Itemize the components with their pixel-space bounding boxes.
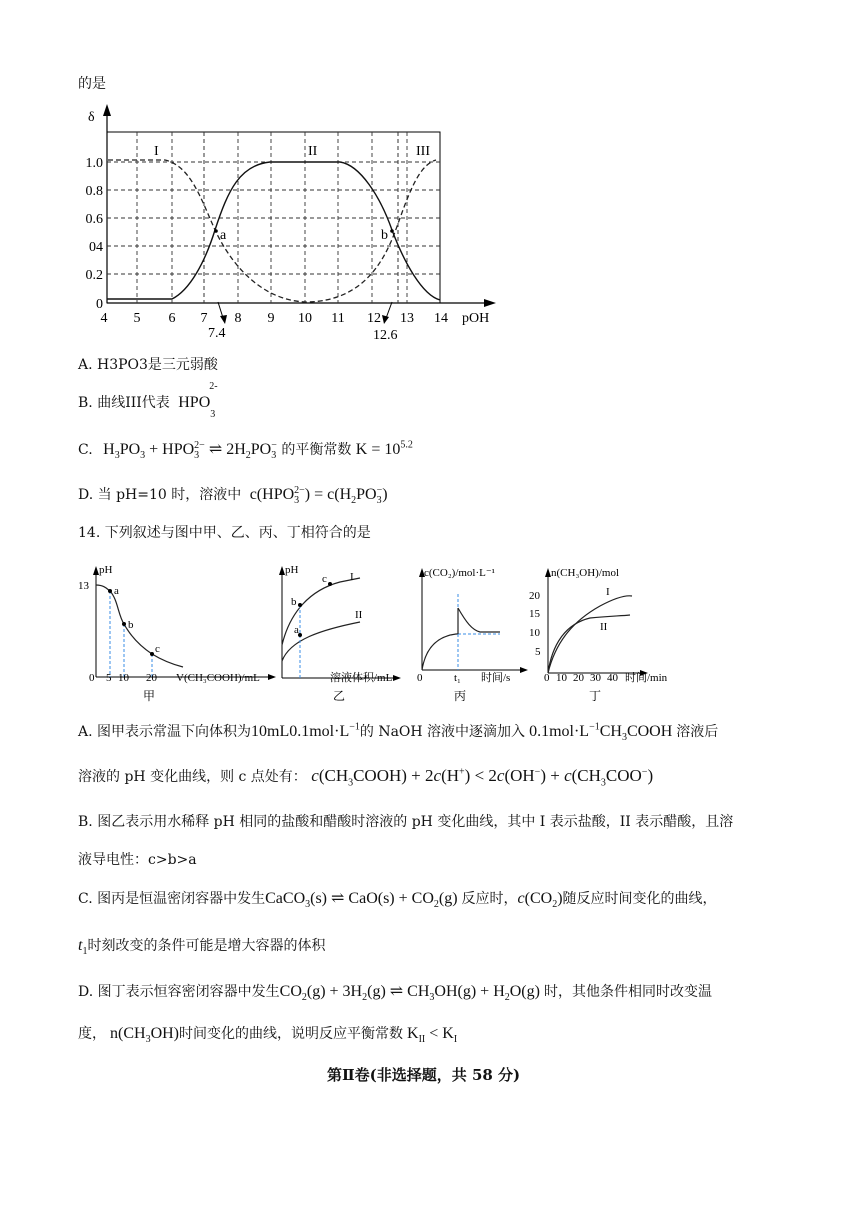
option-text: C. xyxy=(78,442,93,458)
ding-x20: 20 xyxy=(573,672,584,684)
bing-xlabel: 时间/s xyxy=(481,672,511,684)
q14-figures xyxy=(60,556,680,706)
option-text: 时间变化的曲线，说明反应平衡常数 xyxy=(179,1026,403,1042)
q13-option-d: D. 当 pH=10 时，溶液中 $c(HPO_3^{2-}) = c(H_2PO_3^-)$ xyxy=(78,484,388,507)
x-tick: 6 xyxy=(168,311,176,326)
jia-point-a: a xyxy=(114,585,119,597)
q13-distribution-chart xyxy=(60,100,500,340)
bing-t1: t₁ xyxy=(454,672,461,684)
x-tick: 12 xyxy=(367,311,381,326)
option-text: A. 图甲表示常温下向体积为 xyxy=(78,724,252,740)
ding-x40: 40 xyxy=(607,672,618,684)
q14-option-a-line1: A. 图甲表示常温下向体积为$10mL0.1mol\cdot L^{-1}$的 NaOH 溶液中逐滴加入 $0.1mol\cdot L^{-1}CH_3COOH$ 溶液后 xyxy=(78,721,719,744)
q14-option-b-line1: B. 图乙表示用水稀释 pH 相同的盐酸和醋酸时溶液的 pH 变化曲线，其中 I 表示盐酸，II 表示醋酸，且溶 xyxy=(78,814,734,830)
yi-point-a: a xyxy=(294,624,299,636)
q14-option-c-line2: $t_1$时刻改变的条件可能是增大容器的体积 xyxy=(78,937,326,958)
option-text: 的平衡常数 xyxy=(281,442,352,458)
ding-caption: 丁 xyxy=(589,689,602,703)
x-tick: 4 xyxy=(100,311,108,326)
bing-x0: 0 xyxy=(417,672,423,684)
bing-caption: 丙 xyxy=(454,689,467,703)
x-tick: 9 xyxy=(267,311,275,326)
region-2-label: II xyxy=(308,144,318,159)
q14-option-d-line1: D. 图丁表示恒容密闭容器中发生$CO_2(g) + 3H_2(g)$ ⇌ $CH_3OH(g) + H_2O(g)$ 时，其他条件相同时改变温 xyxy=(78,983,712,1004)
ding-curve-2: II xyxy=(600,621,608,633)
ding-x0: 0 xyxy=(544,672,550,684)
option-text: 随反应时间变化的曲线， xyxy=(562,891,717,907)
y-tick: 0 xyxy=(96,297,103,312)
section-title: 第Ⅱ卷(非选择题，共 58 分) xyxy=(327,1066,521,1084)
x-tick: 7 xyxy=(200,311,208,326)
ding-curve-1: I xyxy=(606,586,610,598)
jia-x20: 20 xyxy=(146,672,157,684)
option-text: B. 曲线III代表 xyxy=(78,395,170,411)
option-text: 时刻改变的条件可能是增大容器的体积 xyxy=(87,938,326,954)
jia-x10: 10 xyxy=(118,672,129,684)
option-text: 时，其他条件相同时改变温 xyxy=(543,984,712,1000)
option-text: 的 NaOH 溶液中逐滴加入 xyxy=(359,724,526,740)
jia-point-c: c xyxy=(155,643,160,655)
ding-x30: 30 xyxy=(590,672,601,684)
intro-text: 的是 xyxy=(78,76,106,92)
jia-x0: 0 xyxy=(89,672,95,684)
option-text: 反应时， xyxy=(461,891,518,907)
ding-y10: 10 xyxy=(529,627,540,639)
y-tick: 0.8 xyxy=(85,184,103,199)
mark-12-6: 12.6 xyxy=(373,328,398,340)
q13-option-b: B. 曲线III代表 $HPO_3^{2-}$ xyxy=(78,380,218,421)
option-text: D. 当 pH=10 时，溶液中 xyxy=(78,487,242,503)
yi-caption: 乙 xyxy=(333,689,346,703)
x-tick: 14 xyxy=(434,311,448,326)
region-3-label: III xyxy=(416,144,430,159)
option-text: D. 图丁表示恒容密闭容器中发生 xyxy=(78,984,280,1000)
yi-point-c: c xyxy=(322,573,327,585)
option-text: C. 图丙是恒温密闭容器中发生 xyxy=(78,891,266,907)
x-axis-label: pOH xyxy=(462,311,490,326)
jia-point-b: b xyxy=(128,619,134,631)
fig-jia xyxy=(78,564,276,703)
curve-solid xyxy=(107,162,440,300)
jia-y13: 13 xyxy=(78,580,89,592)
x-tick: 11 xyxy=(331,311,345,326)
ding-y5: 5 xyxy=(535,646,541,658)
fig-bing xyxy=(417,567,528,703)
ding-y20: 20 xyxy=(529,590,540,602)
yi-point-b: b xyxy=(291,596,297,608)
point-a-label: a xyxy=(220,228,227,243)
q14-option-a-line2: 溶液的 pH 变化曲线，则 c 点处有： $c(CH_3COOH) + 2c(H^+) < 2c(OH^-) + c(CH_3COO^-)$ xyxy=(78,766,654,789)
q14-stem: 14. 下列叙述与图中甲、乙、丙、丁相符合的是 xyxy=(78,525,371,541)
fig-yi xyxy=(279,564,401,703)
yi-xlabel: 溶液体积/mL xyxy=(330,672,393,684)
jia-x5: 5 xyxy=(106,672,112,684)
jia-caption: 甲 xyxy=(143,689,156,703)
jia-ylabel: pH xyxy=(99,564,113,576)
region-1-label: I xyxy=(154,144,159,159)
q13-option-a: A. H3PO3是三元弱酸 xyxy=(78,357,218,373)
ding-ylabel: n(CH₃OH)/mol xyxy=(551,567,619,579)
point-b-label: b xyxy=(381,228,388,243)
x-tick: 8 xyxy=(234,311,242,326)
y-tick: 04 xyxy=(89,240,103,255)
y-tick: 1.0 xyxy=(85,156,103,171)
y-axis-label: δ xyxy=(88,110,95,125)
ding-xlabel: 时间/min xyxy=(625,672,668,684)
bing-ylabel: c(CO₂)/mol·L⁻¹ xyxy=(424,567,495,579)
yi-curve-2: II xyxy=(355,609,363,621)
jia-xlabel: V(CH₃COOH)/mL xyxy=(176,672,260,684)
mark-7-4: 7.4 xyxy=(208,326,226,340)
q14-option-b-line2: 液导电性：c>b>a xyxy=(78,852,197,868)
y-tick: 0.2 xyxy=(85,268,103,283)
x-tick: 10 xyxy=(298,311,312,326)
fig-ding xyxy=(529,567,668,703)
option-text: 溶液后 xyxy=(676,724,719,740)
ding-x10: 10 xyxy=(556,672,567,684)
yi-ylabel: pH xyxy=(285,564,299,576)
ding-y15: 15 xyxy=(529,608,540,620)
q14-option-d-line2: 度， $n(CH_3OH)$时间变化的曲线，说明反应平衡常数 $K_{II} < K_I$ xyxy=(78,1025,458,1046)
q14-option-c-line1: C. 图丙是恒温密闭容器中发生CaCO$_3$(s) ⇌ $CaO(s) + CO_2(g)$ 反应时，$c(CO_2)$随反应时间变化的曲线， xyxy=(78,890,717,911)
q13-option-c: C. $H_3PO_3 + HPO_3^{2-}$ ⇌ $2H_2PO_3^-$ 的平衡常数 $K = 10^{5.2}$ xyxy=(78,439,413,462)
option-text: 溶液的 pH 变化曲线，则 c 点处有： xyxy=(78,769,307,785)
y-tick: 0.6 xyxy=(85,212,103,227)
option-text: 度， xyxy=(78,1026,106,1042)
x-tick: 13 xyxy=(400,311,414,326)
yi-curve-1: I xyxy=(350,571,354,583)
x-tick: 5 xyxy=(133,311,141,326)
